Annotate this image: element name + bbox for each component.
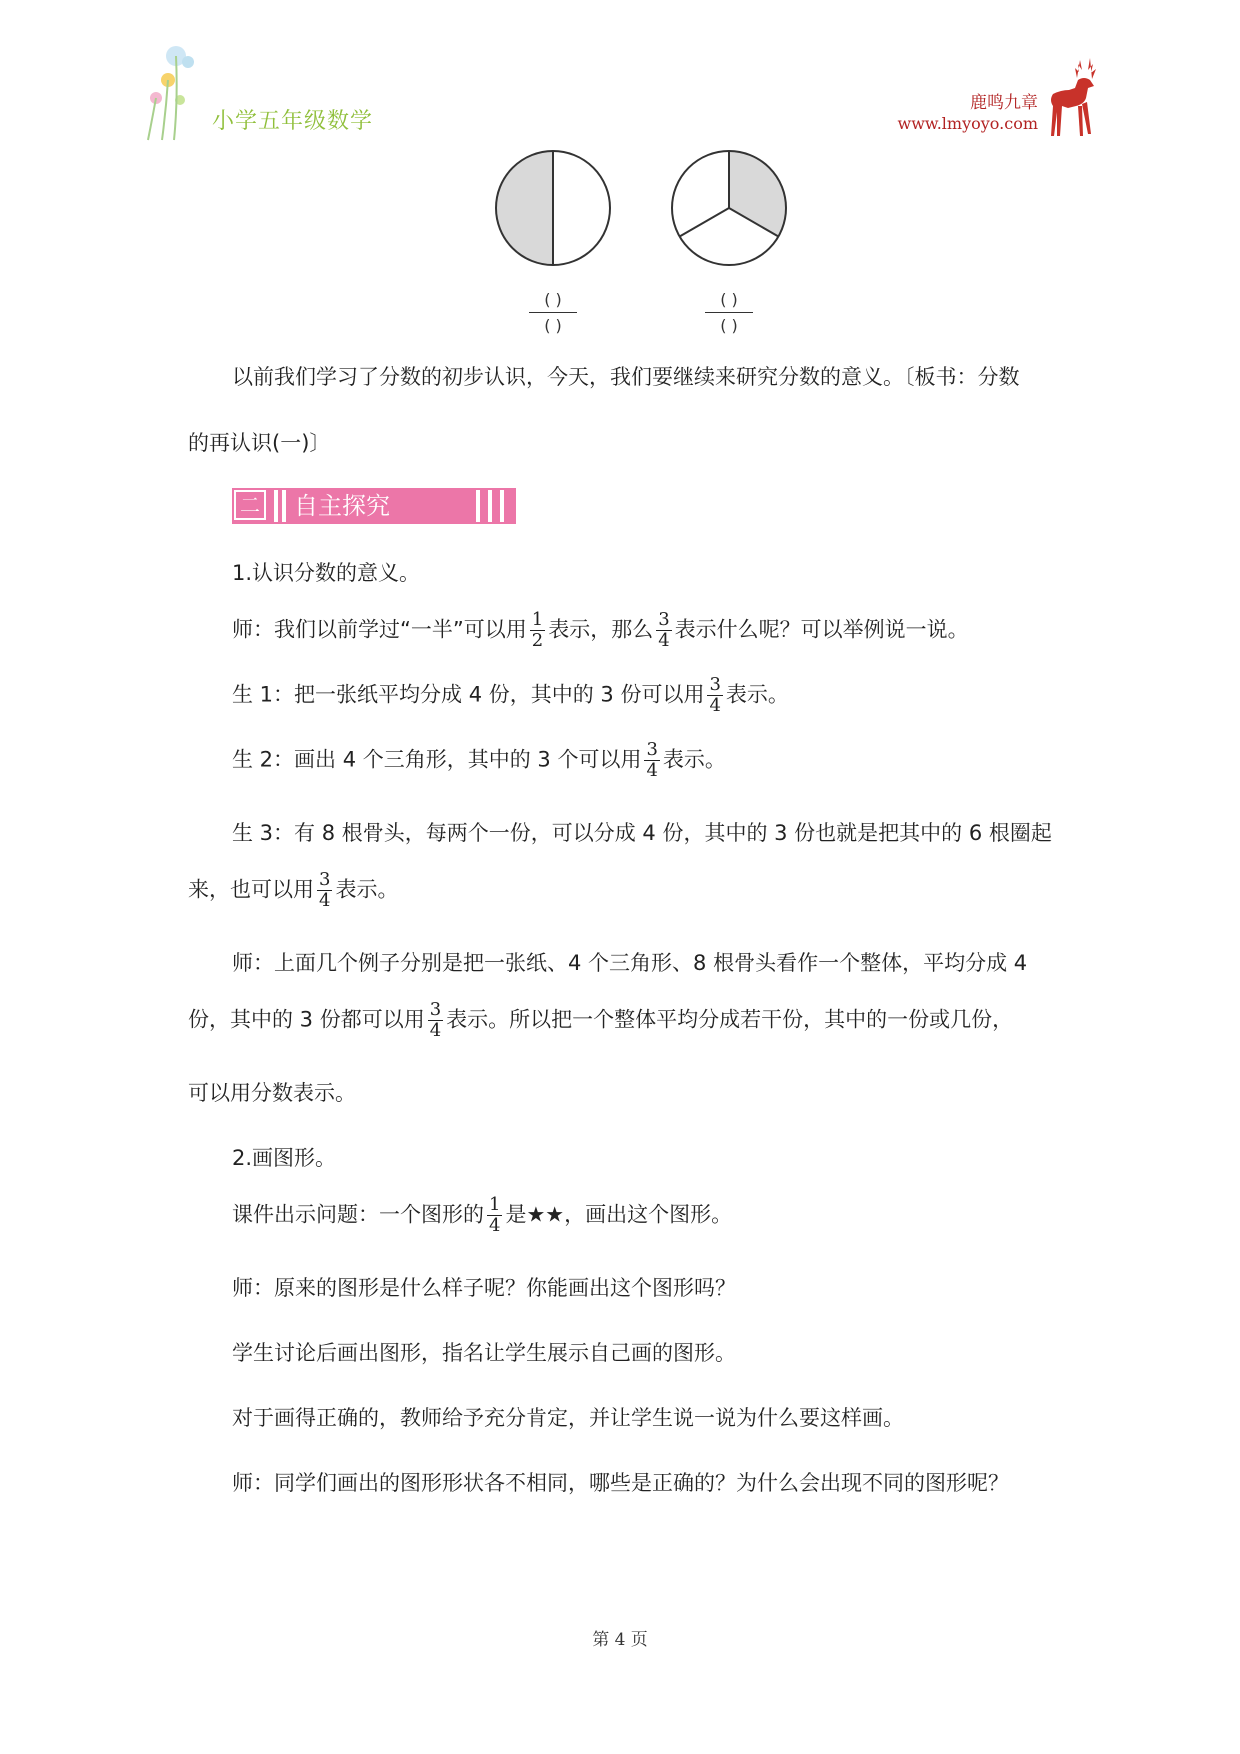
- student-2-answer: 生 2：画出 4 个三角形，其中的 3 个可以用 $\frac{3}{4}$ 表示。: [232, 739, 726, 781]
- lesson-line-2: 对于画得正确的，教师给予充分肯定，并让学生说一说为什么要这样画。: [232, 1406, 904, 1430]
- teacher-summary-line-2: 份，其中的 3 份都可以用 $\frac{3}{4}$ 表示。所以把一个整体平均分成若干份，其中的一份或几份，: [188, 999, 1014, 1041]
- teacher-summary-line-3: 可以用分数表示。: [188, 1081, 356, 1105]
- header-url: www.lmyoyo.com: [897, 114, 1038, 133]
- blank-denominator: ( ): [720, 316, 738, 335]
- student-3-line-1: 生 3：有 8 根骨头，每两个一份，可以分成 4 份，其中的 3 份也就是把其中的 6 根圈起: [232, 821, 1052, 845]
- section-banner: [232, 488, 516, 524]
- fraction-three-quarters: $\frac{3}{4}$: [646, 739, 658, 781]
- item-1-heading: 1.认识分数的意义。: [232, 561, 421, 585]
- lesson-line-1: 学生讨论后画出图形，指名让学生展示自己画的图形。: [232, 1341, 736, 1365]
- blank-fraction-left: [523, 290, 583, 335]
- teacher-question-1: 师：我们以前学过“一半”可以用 $\frac{1}{2}$ 表示，那么 $\frac{3}{4}$ 表示什么呢？可以举例说一说。: [232, 609, 969, 651]
- header-subject-title: 小学五年级数学: [212, 109, 374, 134]
- fraction-three-quarters: $\frac{3}{4}$: [319, 869, 331, 911]
- blank-numerator: ( ): [720, 290, 738, 309]
- blank-denominator: ( ): [544, 316, 562, 335]
- section-index: 二: [234, 490, 266, 520]
- intro-line-1: 以前我们学习了分数的初步认识，今天，我们要继续来研究分数的意义。〔板书：分数: [232, 365, 1020, 389]
- deer-logo-icon: [1042, 56, 1108, 140]
- fraction-one-quarter: $\frac{1}{4}$: [489, 1194, 501, 1236]
- student-1-answer: 生 1：把一张纸平均分成 4 份，其中的 3 份可以用 $\frac{3}{4}$ 表示。: [232, 674, 789, 716]
- blank-fraction-right: [699, 290, 759, 335]
- blank-numerator: ( ): [544, 290, 562, 309]
- courseware-question: 课件出示问题：一个图形的 $\frac{1}{4}$ 是★★，画出这个图形。: [232, 1194, 733, 1236]
- teacher-summary-line-1: 师：上面几个例子分别是把一张纸、4 个三角形、8 根骨头看作一个整体，平均分成 4: [232, 951, 1028, 975]
- intro-line-2: 的再认识(一)〕: [188, 431, 331, 455]
- fraction-three-quarters: $\frac{3}{4}$: [658, 609, 670, 651]
- header-left: [128, 40, 388, 150]
- fraction-circles: [480, 148, 800, 348]
- page-number: 第 4 页: [592, 1630, 648, 1650]
- section-title: 自主探究: [294, 492, 390, 520]
- teacher-question-3: 师：原来的图形是什么样子呢？你能画出这个图形吗？: [232, 1276, 736, 1300]
- header-brand: 鹿鸣九章: [970, 93, 1038, 113]
- teacher-question-4: 师：同学们画出的图形形状各不相同，哪些是正确的？为什么会出现不同的图形呢？: [232, 1471, 1009, 1495]
- student-3-line-2: 来，也可以用 $\frac{3}{4}$ 表示。: [188, 869, 399, 911]
- fraction-three-quarters: $\frac{3}{4}$: [429, 999, 442, 1041]
- header-right: [898, 56, 1108, 146]
- fraction-one-half: $\frac{1}{2}$: [531, 609, 544, 651]
- fraction-three-quarters: $\frac{3}{4}$: [709, 674, 721, 716]
- half-circle-figure: [480, 148, 800, 268]
- item-2-heading: 2.画图形。: [232, 1146, 337, 1170]
- flower-decoration-icon: [128, 40, 218, 150]
